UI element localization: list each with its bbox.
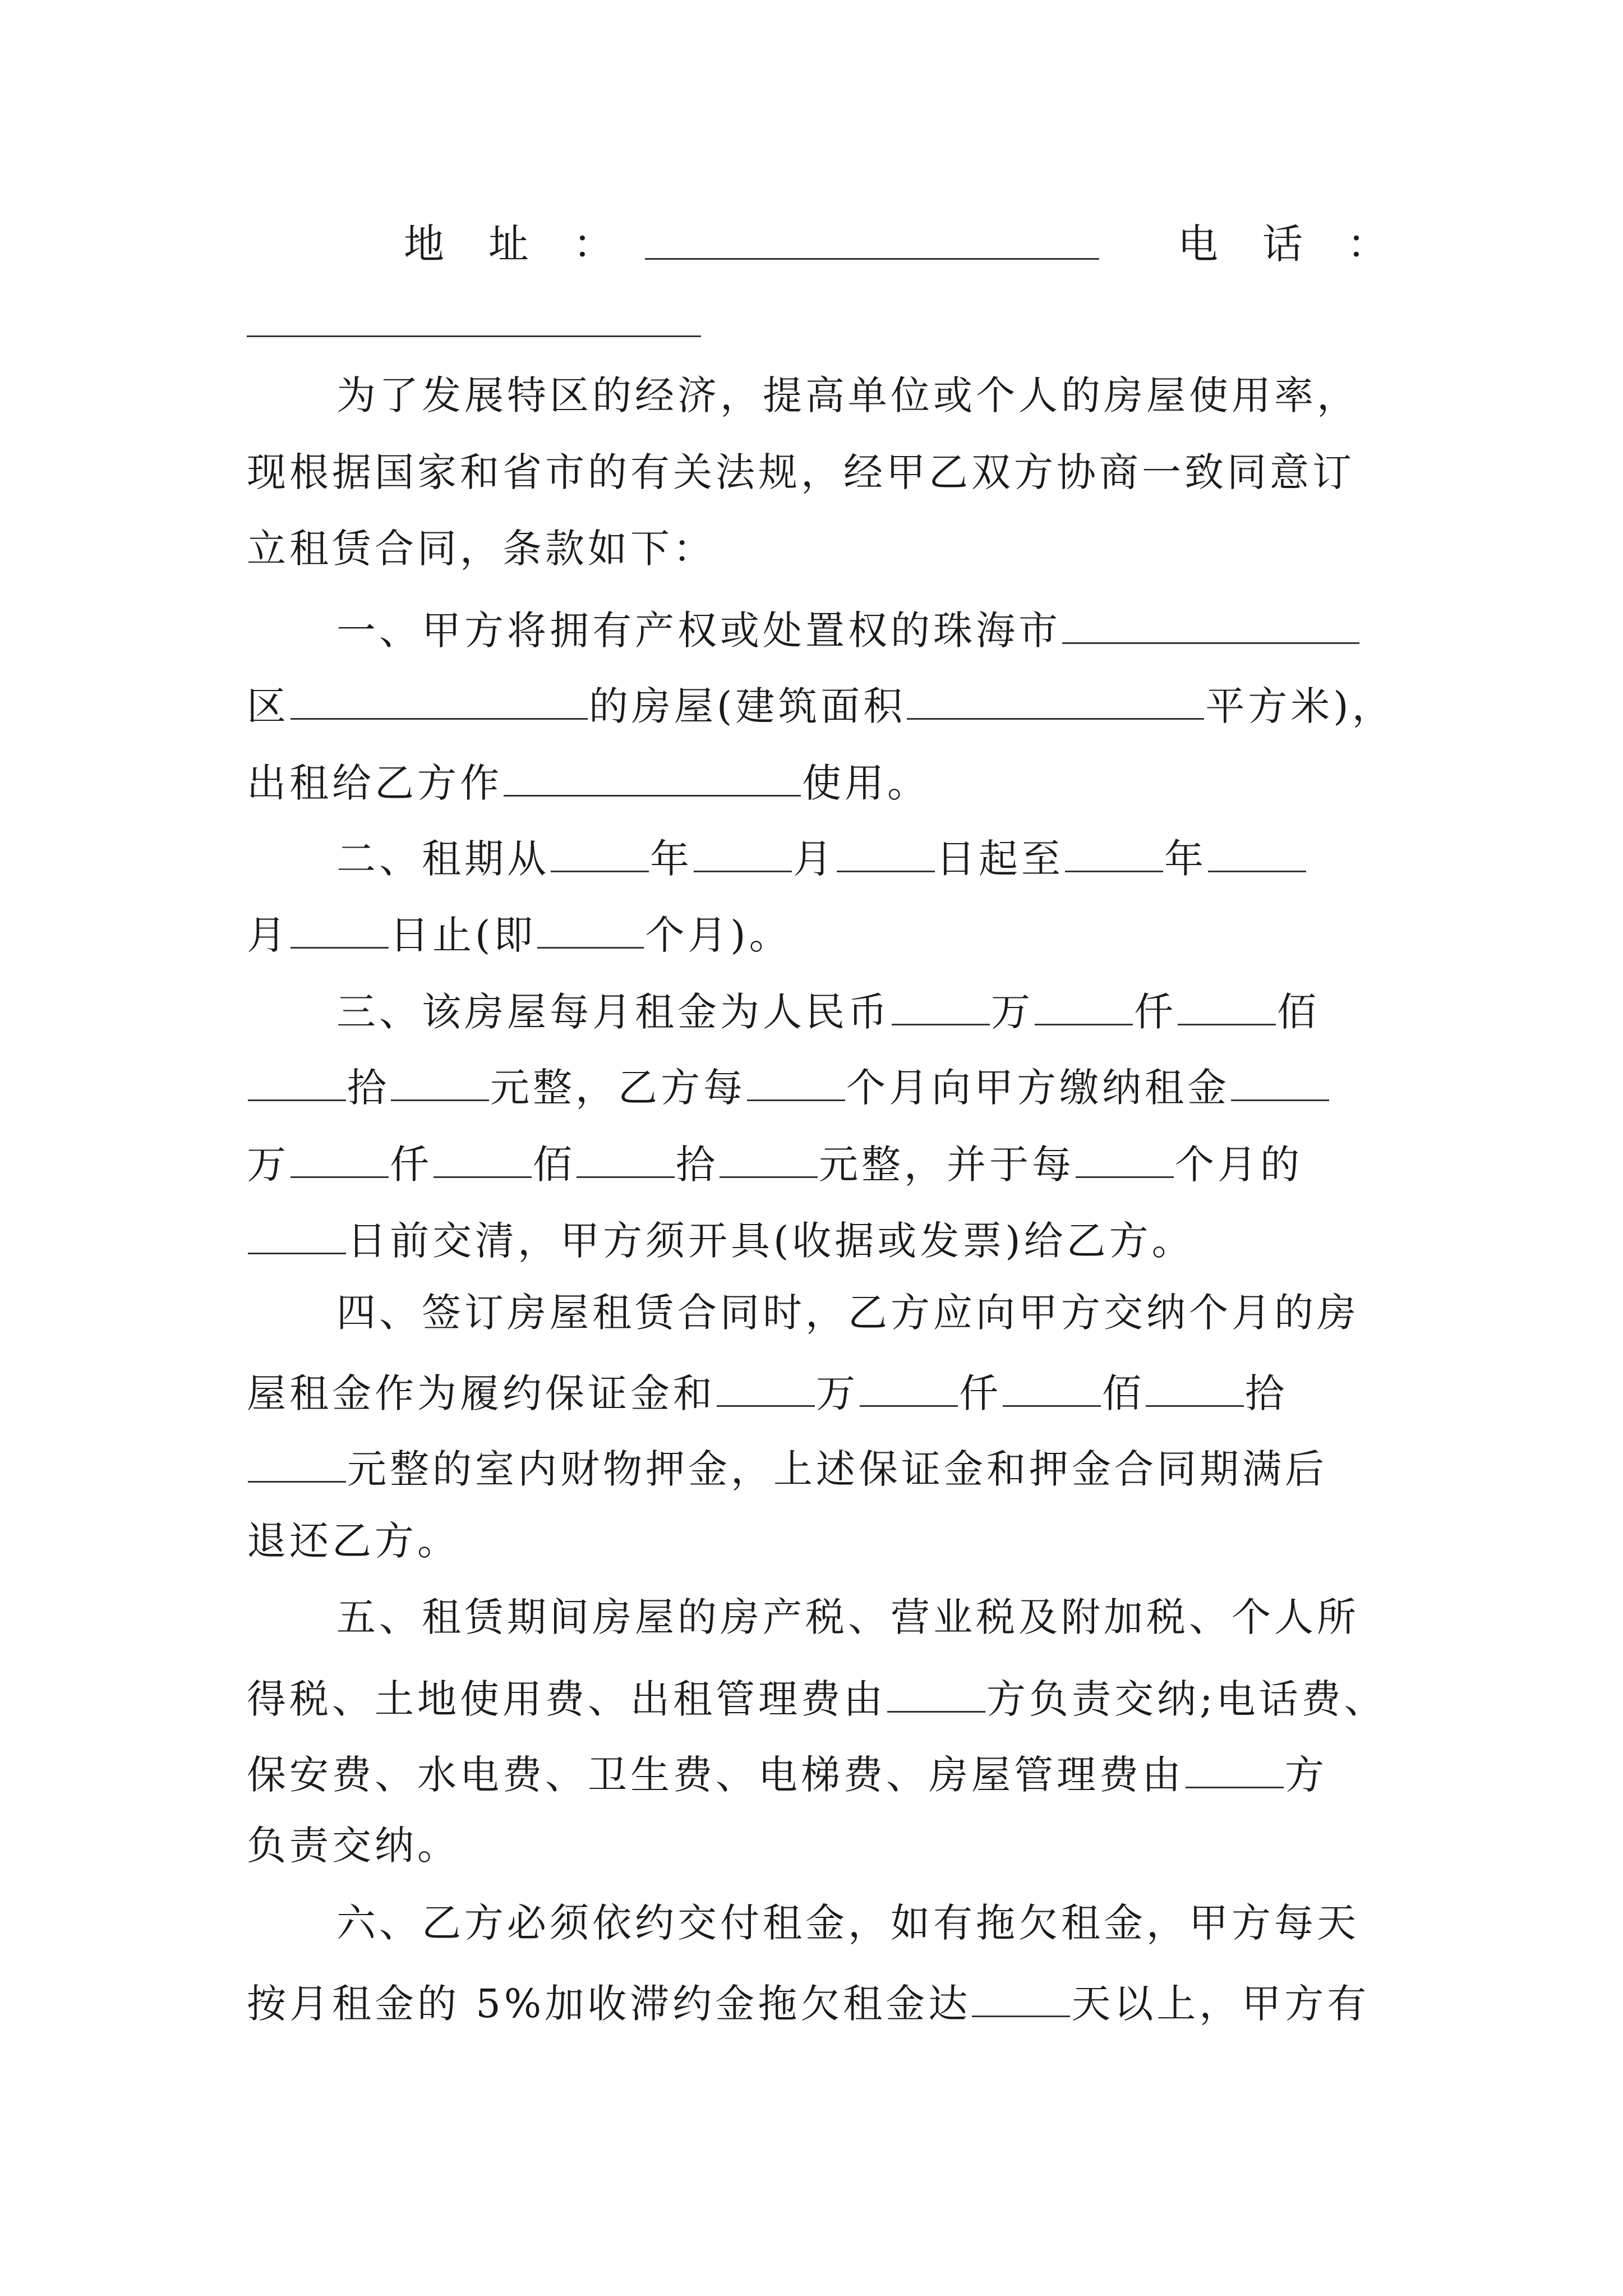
clause-1-text-3b: 使用。 <box>802 760 930 806</box>
clause-3-line-4 <box>247 1208 1376 1264</box>
clause-1-text-1: 一、甲方将拥有产权或处置权的珠海市 <box>336 608 1061 654</box>
clause-4-line-4: 退还乙方。 <box>247 1518 460 1564</box>
t: 佰 <box>533 1142 575 1188</box>
clause-1-line-1 <box>336 597 1376 654</box>
t: 仟 <box>390 1142 432 1188</box>
blank <box>1146 1360 1244 1407</box>
blank <box>434 1131 532 1178</box>
blank <box>720 1131 818 1178</box>
blank-district <box>291 673 588 720</box>
t: 拾 <box>676 1142 718 1188</box>
clause-1-line-2 <box>247 673 1395 729</box>
t: 仟 <box>1134 989 1177 1035</box>
blank <box>1186 1742 1284 1788</box>
t: 年 <box>650 836 693 882</box>
t: 得税、土地使用费、出租管理费由 <box>247 1676 886 1722</box>
blank <box>972 1971 1070 2017</box>
clause-5-line-4: 负责交纳。 <box>247 1823 460 1869</box>
blank-usage <box>504 750 801 797</box>
blank <box>1003 1360 1101 1407</box>
clause-3-line-3 <box>247 1131 1376 1188</box>
blank <box>1035 979 1133 1025</box>
t: 年 <box>1164 836 1207 882</box>
clause-1-text-2b: 的房屋(建筑面积 <box>589 683 906 729</box>
clause-2-line-1 <box>336 826 1376 882</box>
t: 仟 <box>959 1370 1002 1416</box>
blank <box>248 1436 346 1483</box>
blank <box>747 1055 845 1101</box>
t: 按月租金的 5%加收滞约金拖欠租金达 <box>247 1981 971 2027</box>
phone-label: 电 话 ： <box>1178 220 1403 268</box>
t: 拾 <box>1245 1370 1288 1416</box>
t: 日起至 <box>936 836 1064 882</box>
t: 元整，并于每 <box>819 1142 1075 1188</box>
blank <box>892 979 990 1025</box>
blank <box>1231 1055 1329 1101</box>
clause-4-line-1: 四、签订房屋租赁合同时，乙方应向甲方交纳个月的房 <box>336 1290 1359 1336</box>
blank <box>717 1360 815 1407</box>
t: 万 <box>991 989 1034 1035</box>
blank <box>837 826 935 872</box>
blank <box>291 1131 389 1178</box>
blank <box>537 902 644 949</box>
clause-5-line-3 <box>247 1742 1376 1798</box>
clause-6-line-2 <box>247 1971 1376 2027</box>
t: 万 <box>247 1142 289 1188</box>
blank <box>551 826 649 872</box>
t: 万 <box>816 1370 859 1416</box>
blank-city <box>1062 597 1359 644</box>
clause-1-text-2c: 平方米)， <box>1205 683 1395 729</box>
t: 三、该房屋每月租金为人民币 <box>336 989 891 1035</box>
clause-4-line-2 <box>247 1360 1376 1416</box>
clause-5-line-1: 五、租赁期间房屋的房产税、营业税及附加税、个人所 <box>336 1594 1359 1640</box>
phone-row <box>1178 216 1402 272</box>
t: 方 <box>1285 1752 1327 1798</box>
blank <box>248 1208 346 1254</box>
blank <box>248 1055 346 1101</box>
t: 二、租期从 <box>336 836 550 882</box>
blank <box>860 1360 958 1407</box>
blank <box>1208 826 1306 872</box>
blank-area <box>907 673 1204 720</box>
blank <box>694 826 792 872</box>
t: 保安费、水电费、卫生费、电梯费、房屋管理费由 <box>247 1752 1184 1798</box>
t: 元整的室内财物押金，上述保证金和押金合同期满后 <box>347 1446 1327 1492</box>
blank <box>1076 1131 1174 1178</box>
blank <box>1178 979 1276 1025</box>
blank <box>577 1131 675 1178</box>
blank <box>887 1666 985 1713</box>
intro-line-2: 现根据国家和省市的有关法规，经甲乙双方协商一致同意订 <box>247 449 1355 495</box>
address-blank <box>645 258 1099 260</box>
clause-4-line-3 <box>247 1436 1376 1492</box>
clause-1-line-3 <box>247 750 1376 806</box>
clause-5-line-2 <box>247 1666 1387 1722</box>
t: 屋租金作为履约保证金和 <box>247 1370 716 1416</box>
address-label: 地 址 ： <box>404 220 629 268</box>
blank <box>291 902 389 949</box>
clause-2-line-2 <box>247 902 1376 958</box>
blank <box>1065 826 1163 872</box>
t: 日前交清，甲方须开具(收据或发票)给乙方。 <box>347 1218 1195 1264</box>
t: 个月的 <box>1175 1142 1303 1188</box>
t: 拾 <box>347 1065 390 1111</box>
t: 日止(即 <box>390 912 537 958</box>
intro-line-3: 立租赁合同，条款如下： <box>247 526 716 572</box>
blank <box>391 1055 489 1101</box>
t: 天以上，甲方有 <box>1071 1981 1370 2027</box>
t: 月 <box>247 912 289 958</box>
t: 佰 <box>1277 989 1320 1035</box>
intro-line-1: 为了发展特区的经济，提高单位或个人的房屋使用率， <box>336 372 1359 418</box>
clause-1-text-2a: 区 <box>247 683 289 729</box>
t: 月 <box>793 836 836 882</box>
clause-3-line-2 <box>247 1055 1376 1111</box>
clause-1-text-3a: 出租给乙方作 <box>247 760 502 806</box>
t: 个月向甲方缴纳租金 <box>846 1065 1230 1111</box>
t: 佰 <box>1102 1370 1145 1416</box>
clause-6-line-1: 六、乙方必须依约交付租金，如有拖欠租金，甲方每天 <box>336 1900 1359 1946</box>
t: 个月)。 <box>645 912 792 958</box>
t: 元整，乙方每 <box>490 1065 746 1111</box>
clause-3-line-1 <box>336 979 1376 1035</box>
t: 方负责交纳;电话费、 <box>986 1676 1387 1722</box>
phone-blank <box>247 335 701 337</box>
